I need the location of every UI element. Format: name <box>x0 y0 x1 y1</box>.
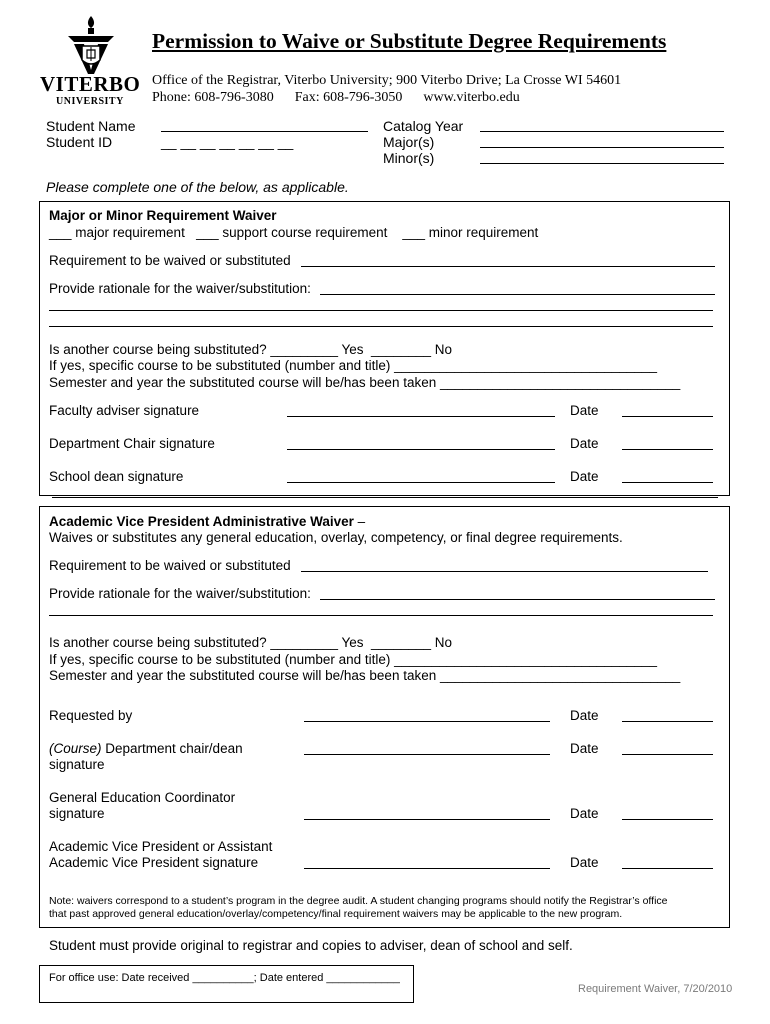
s2-substituted-question[interactable]: Is another course being substituted? _________ Yes ________ No <box>49 635 453 650</box>
section2-title <box>49 514 365 530</box>
majors-field[interactable] <box>480 147 724 148</box>
minors-field[interactable] <box>480 163 724 164</box>
section1-title: Major or Minor Requirement Waiver <box>49 208 277 223</box>
student-id-field[interactable]: __ __ __ __ __ __ __ <box>161 134 294 150</box>
address-line: Office of the Registrar, Viterbo University; 900 Viterbo Drive; La Crosse WI 54601 <box>152 73 622 88</box>
avp-signature-label-2: Academic Vice President signature <box>49 855 259 870</box>
s1-rationale-label: Provide rationale for the waiver/substitution: <box>49 281 311 296</box>
s2-rationale-field-1[interactable] <box>320 599 715 600</box>
s1-rationale-field-2[interactable] <box>49 310 713 311</box>
section2-title-dash: – <box>353 514 366 529</box>
s2-requirement-label: Requirement to be waived or substituted <box>49 558 291 573</box>
department-chair-signature-label: Department Chair signature <box>49 436 215 451</box>
s2-rationale-label: Provide rationale for the waiver/substitution: <box>49 586 311 601</box>
course-chair-signature-label-2: signature <box>49 757 105 772</box>
s1-date-label-1: Date <box>570 403 599 418</box>
s2-date-field-2[interactable] <box>622 754 713 755</box>
s1-specific-course[interactable]: If yes, specific course to be substituted (number and title) ___________________________________ <box>49 358 657 373</box>
s1-semester[interactable]: Semester and year the substituted course will be/has been taken ________________________________ <box>49 375 681 390</box>
catalog-year-label: Catalog Year <box>383 118 464 134</box>
avp-signature-label: Academic Vice President or Assistant <box>49 839 273 854</box>
s1-date-label-2: Date <box>570 436 599 451</box>
catalog-year-field[interactable] <box>480 131 724 132</box>
form-version: Requirement Waiver, 7/20/2010 <box>578 983 733 995</box>
majors-label: Major(s) <box>383 134 435 150</box>
s1-substituted-question[interactable]: Is another course being substituted? _________ Yes ________ No <box>49 342 453 357</box>
viterbo-logo <box>36 14 146 106</box>
s1-requirement-field[interactable] <box>301 266 715 267</box>
faculty-adviser-signature-field[interactable] <box>287 416 555 417</box>
s2-date-label-1: Date <box>570 708 599 723</box>
gen-ed-coordinator-label-2: signature <box>49 806 105 821</box>
faculty-adviser-signature-label: Faculty adviser signature <box>49 403 200 418</box>
gen-ed-coordinator-label: General Education Coordinator <box>49 790 236 805</box>
student-name-field[interactable] <box>161 131 368 132</box>
s1-rationale-field-1[interactable] <box>320 294 715 295</box>
chair-dean-text: Department chair/dean <box>101 741 243 756</box>
s2-date-label-3: Date <box>570 806 599 821</box>
crest-icon <box>36 14 146 76</box>
student-name-label: Student Name <box>46 118 136 134</box>
s2-specific-course[interactable]: If yes, specific course to be substituted (number and title) ___________________________________ <box>49 652 657 667</box>
instruction-text: Please complete one of the below, as applicable. <box>46 179 349 195</box>
requested-by-field[interactable] <box>304 721 550 722</box>
requested-by-label: Requested by <box>49 708 133 723</box>
school-dean-signature-field[interactable] <box>287 482 555 483</box>
school-dean-signature-label: School dean signature <box>49 469 184 484</box>
office-use-text: For office use: Date received __________; Date entered ____________ <box>49 972 400 984</box>
gen-ed-coordinator-field[interactable] <box>304 819 550 820</box>
waiver-type-options[interactable]: ___ major requirement ___ support course requirement ___ minor requirement <box>49 225 539 240</box>
s2-rationale-field-2[interactable] <box>49 615 713 616</box>
section2-description: Waives or substitutes any general education, overlay, competency, or final degree requirements. <box>49 530 623 545</box>
course-chair-signature-field[interactable] <box>304 754 550 755</box>
minors-label: Minor(s) <box>383 150 435 166</box>
s2-semester[interactable]: Semester and year the substituted course will be/has been taken ________________________________ <box>49 668 681 683</box>
s2-date-label-2: Date <box>570 741 599 756</box>
s1-date-field-2[interactable] <box>622 449 713 450</box>
s2-requirement-field[interactable] <box>301 571 708 572</box>
student-id-label: Student ID <box>46 134 113 150</box>
s1-date-field-1[interactable] <box>622 416 713 417</box>
logo-wordmark: VITERBO <box>40 72 141 96</box>
section-divider <box>52 497 718 498</box>
logo-subtitle: UNIVERSITY <box>56 96 124 107</box>
waiver-note-line-1: Note: waivers correspond to a student’s program in the degree audit. A student changing programs should notify the Registrar’s office <box>49 895 668 907</box>
contact-line: Phone: 608-796-3080 Fax: 608-796-3050 www.viterbo.edu <box>152 90 520 105</box>
s1-date-field-3[interactable] <box>622 482 713 483</box>
waiver-note-line-2: that past approved general education/overlay/competency/final requirement waivers may be applicable to the new program. <box>49 908 623 920</box>
s2-date-field-3[interactable] <box>622 819 713 820</box>
course-italic-text: (Course) <box>49 741 102 756</box>
s2-date-field-1[interactable] <box>622 721 713 722</box>
s1-rationale-field-3[interactable] <box>49 326 713 327</box>
s1-requirement-label: Requirement to be waived or substituted <box>49 253 291 268</box>
s2-date-field-4[interactable] <box>622 868 713 869</box>
avp-signature-field[interactable] <box>304 868 550 869</box>
s2-date-label-4: Date <box>570 855 599 870</box>
page-title: Permission to Waive or Substitute Degree Requirements <box>152 29 667 53</box>
section2-title-text: Academic Vice President Administrative Waiver <box>49 514 354 529</box>
department-chair-signature-field[interactable] <box>287 449 555 450</box>
course-chair-signature-label <box>49 741 243 757</box>
s1-date-label-3: Date <box>570 469 599 484</box>
original-copies-note: Student must provide original to registrar and copies to adviser, dean of school and self. <box>49 938 573 953</box>
